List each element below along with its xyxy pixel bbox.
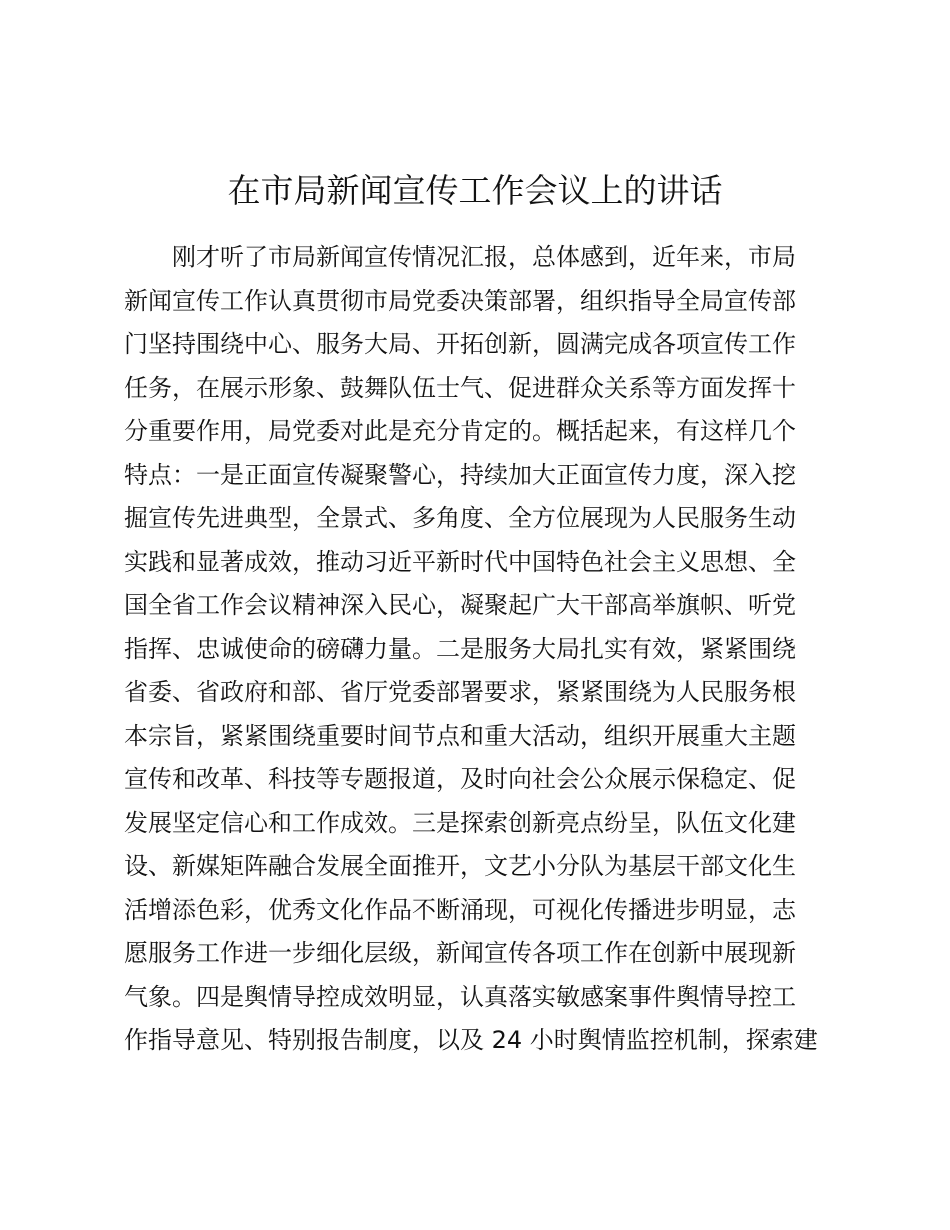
text-line: 分重要作用，局党委对此是充分肯定的。概括起来，有这样几个 [124, 417, 796, 445]
document-title: 在市局新闻宣传工作会议上的讲话 [227, 171, 723, 210]
text-line: 愿服务工作进一步细化层级，新闻宣传各项工作在创新中展现新 [124, 939, 796, 967]
document-body [124, 236, 844, 1063]
text-line: 设、新媒矩阵融合发展全面推开，文艺小分队为基层干部文化生 [124, 852, 796, 880]
text-line: 门坚持围绕中心、服务大局、开拓创新，圆满完成各项宣传工作 [124, 330, 796, 358]
text-line: 刚才听了市局新闻宣传情况汇报，总体感到，近年来，市局 [124, 243, 796, 271]
text-line: 活增添色彩，优秀文化作品不断涌现，可视化传播进步明显，志 [124, 895, 796, 924]
text-line: 掘宣传先进典型，全景式、多角度、全方位展现为人民服务生动 [124, 504, 796, 532]
text-line: 发展坚定信心和工作成效。三是探索创新亮点纷呈，队伍文化建 [124, 808, 796, 837]
text-line: 国全省工作会议精神深入民心，凝聚起广大干部高举旗帜、听党 [124, 591, 796, 619]
text-line: 宣传和改革、科技等专题报道，及时向社会公众展示保稳定、促 [124, 765, 796, 793]
text-line: 指挥、忠诚使命的磅礴力量。二是服务大局扎实有效，紧紧围绕 [124, 634, 796, 663]
text-line: 本宗旨，紧紧围绕重要时间节点和重大活动，组织开展重大主题 [124, 721, 796, 750]
text-line: 作指导意见、特别报告制度，以及 24 小时舆情监控机制，探索建 [124, 1026, 818, 1054]
text-line: 省委、省政府和部、省厅党委部署要求，紧紧围绕为人民服务根 [124, 678, 796, 706]
text-line: 任务，在展示形象、鼓舞队伍士气、促进群众关系等方面发挥十 [124, 373, 796, 402]
text-line: 实践和显著成效，推动习近平新时代中国特色社会主义思想、全 [124, 547, 796, 576]
text-line: 特点：一是正面宣传凝聚警心，持续加大正面宣传力度，深入挖 [124, 460, 796, 489]
text-line: 气象。四是舆情导控成效明显，认真落实敏感案事件舆情导控工 [124, 982, 796, 1011]
text-line: 新闻宣传工作认真贯彻市局党委决策部署，组织指导全局宣传部 [124, 286, 796, 315]
